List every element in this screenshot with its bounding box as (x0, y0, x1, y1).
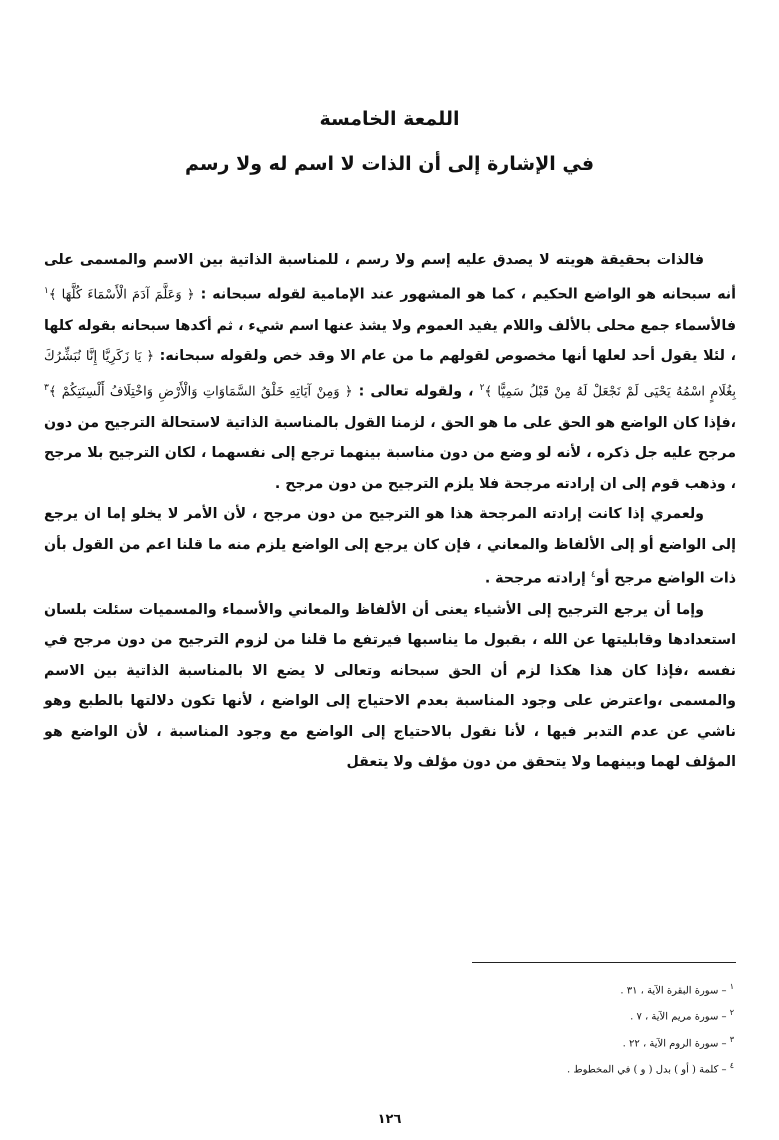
footnote-item (430, 1055, 734, 1081)
footnotes (430, 976, 734, 1081)
text-run: فالأسماء جمع محلى بالألف واللام يفيد العموم ولا يشذ عنها اسم شيء ، ثم أكدها سبحانه بقوله كلها ، لئلا يقول أحد لعلها أنها مخصوص لقولهم ما من عام الا وقد خص ولقوله سبحانه: (44, 317, 736, 365)
footnote-number: ٢ (729, 1008, 734, 1018)
text-run: ولعمري إذا كانت إرادته المرجحة هذا هو الترجيح من دون مرجح ، لأن الأمر لا يخلو إما ان يرجع إلى الواضع أو إلى الألفاظ والمعاني ، فإن كان يرجع إلى الواضع يلزم منه ما قلنا اعم من القول بأن ذات الواضع مرجح أو (44, 506, 736, 588)
quran-verse-2: ﴿ يَا زَكَرِيَّا إِنَّا نُبَشِّرُكَ بِغُلَامٍ اسْمُهُ يَحْيَى لَمْ نَجْعَلْ لَهُ مِنْ قَبْلُ سَمِيًّا ﴾ (44, 349, 736, 400)
body-text (44, 245, 736, 778)
footnote-text: – سورة مريم الآية ، ٧ . (630, 1011, 727, 1023)
footnote-divider (472, 962, 736, 963)
footnote-ref-4: ٤ (590, 570, 596, 581)
footnote-item (430, 1002, 734, 1028)
page-number: ١٢٦ (377, 1112, 402, 1127)
footnote-item (430, 1029, 734, 1055)
footnote-ref-3: ٣ (44, 382, 49, 393)
footnote-number: ١ (729, 982, 734, 991)
paragraph-3: وإما أن يرجع الترجيح إلى الأشياء يعنى أن الألفاظ والمعاني والأسماء والمسميات سئلت بلسان استعدادها وقابليتها عن الله ، بقبول ما يناسبها فيرتفع ما قلنا من لزوم الترجيح من دون مرجح في نفسه ،فإذا كان هذا هكذا لزم أن الحق سبحانه وتعالى لا يضع الا بالمناسبة الذاتية بين الاسم والمسمى ،واعترض على وجود المناسبة بعدم الاحتياج إلى الواضع ، لأنها تكون دلالتها بالطبع وهو ناشي عن عدم التدبر فيها ، لأنا نقول بالاحتياج إلى الواضع مع وجود المناسبة ، لأن الواضع هو المؤلف لهما وبينهما ولا يتحقق من دون مؤلف ولا يتعقل (44, 601, 736, 771)
footnote-text: – كلمة ( أو ) بدل ( و ) في المخطوط . (567, 1064, 727, 1076)
text-run: ،فإذا كان الواضع هو الحق على ما هو الحق ، لزمنا القول بالمناسبة الذاتية لاستحالة الترجيح من دون مرجح عليه جل ذكره ، لأنه لو وضع من دون مناسبة بينهما ترجع إلى نفسهما ، لكان الترجيح بلا مرجح ، وذهب قوم إلى ان إرادته مرجحة فلا يلزم الترجيح من دون مرجح . (44, 414, 736, 492)
text-run: إرادته مرجحة . (484, 571, 586, 588)
paragraph-2 (44, 499, 736, 594)
quran-verse-3: ﴿ وَمِنْ آيَاتِهِ خَلْقُ السَّمَاوَاتِ وَالْأَرْضِ وَاخْتِلَافُ أَلْسِنَتِكُمْ ﴾ (48, 384, 353, 400)
section-title: اللمعة الخامسة (319, 108, 460, 130)
footnote-number: ٤ (729, 1060, 734, 1070)
quran-verse-1: ﴿ وَعَلَّمَ آدَمَ الْأَسْمَاءَ كُلَّهَا ﴾ (48, 287, 195, 303)
text-run: فالذات بحقيقة هويته لا يصدق عليه إسم ولا رسم ، للمناسبة الذاتية بين الاسم والمسمى على أنه سبحانه هو الواضع الحكيم ، كما هو المشهور عند الإمامية لقوله سبحانه : (44, 252, 736, 303)
footnote-text: – سورة البقرة الآية ، ٣١ . (620, 985, 727, 997)
footnote-number: ٣ (729, 1034, 734, 1044)
text-run: ، ولقوله تعالى : (358, 383, 474, 400)
paragraph-1 (44, 245, 736, 499)
footnote-item (430, 976, 734, 1002)
footnote-text: – سورة الروم الآية ، ٢٢ . (622, 1037, 727, 1049)
footnote-ref-2: ٢ (479, 382, 485, 393)
footnote-ref-1: ١ (44, 285, 49, 296)
section-subtitle: في الإشارة إلى أن الذات لا اسم له ولا رسم (184, 153, 595, 175)
